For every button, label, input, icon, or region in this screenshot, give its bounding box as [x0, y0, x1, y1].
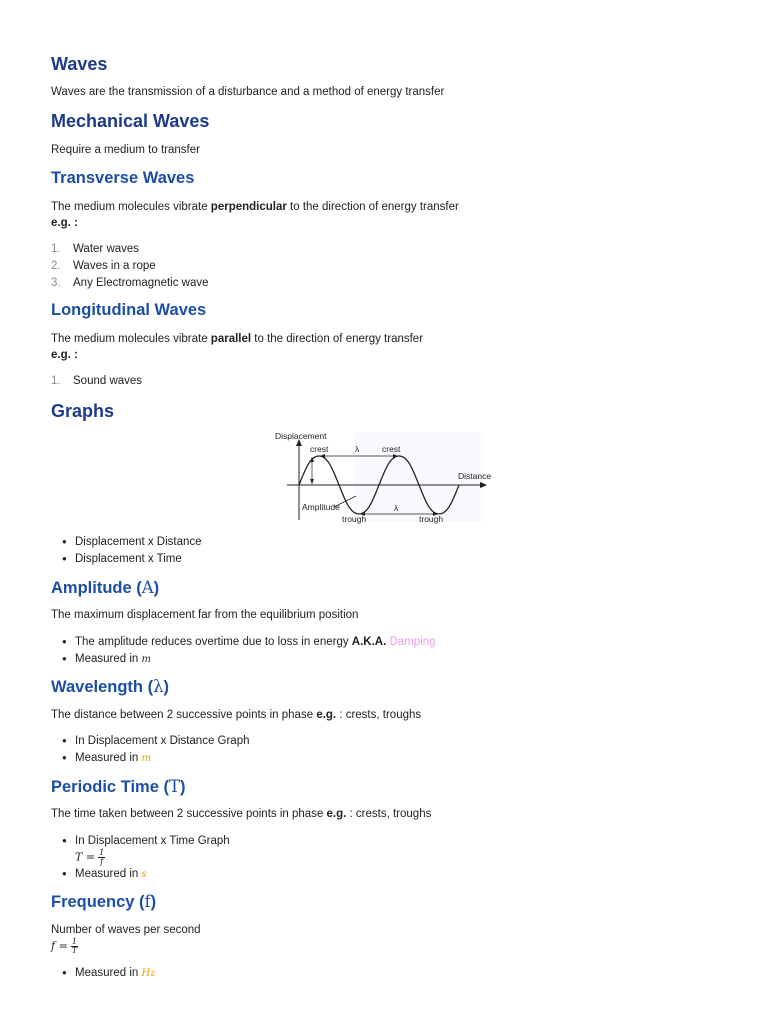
bullet-icon: ● — [62, 654, 67, 663]
list-item: In Displacement x Distance Graph — [75, 735, 250, 747]
wavelength-heading: Wavelength (λ) — [51, 677, 170, 696]
list-item: In Displacement x Time Graph — [75, 835, 230, 847]
figure-label-trough: trough — [342, 514, 367, 524]
longitudinal-waves-heading: Longitudinal Waves — [51, 301, 207, 319]
figure-label-lambda: λ — [355, 444, 360, 454]
bullet-icon: ● — [62, 736, 67, 745]
period-formula: T = $\frac{1}{f}$ — [75, 848, 105, 866]
list-item: 1. Water waves — [51, 243, 140, 255]
list-item: 2. Waves in a rope — [51, 260, 156, 272]
bullet-icon: ● — [62, 637, 67, 646]
figure-label-lambda: λ — [394, 503, 399, 513]
figure-label-displacement: Displacement — [275, 431, 327, 441]
list-item: Measured in m — [75, 752, 151, 764]
mechanical-waves-heading: Mechanical Waves — [51, 111, 210, 131]
transverse-description: The medium molecules vibrate perpendicular to the direction of energy transfer — [51, 201, 459, 213]
waves-description: Waves are the transmission of a disturbance and a method of energy transfer — [51, 86, 445, 98]
list-item: Displacement x Time — [75, 553, 182, 565]
periodic-time-description: The time taken between 2 successive points in phase e.g. : crests, troughs — [51, 808, 432, 820]
transverse-eg-label: e.g. : — [51, 217, 78, 229]
figure-label-amplitude: Amplitude — [302, 502, 340, 512]
longitudinal-description: The medium molecules vibrate parallel to the direction of energy transfer — [51, 333, 424, 345]
frequency-heading: Frequency (f) — [51, 892, 157, 911]
list-item: Displacement x Distance — [75, 536, 202, 548]
list-item: 3. Any Electromagnetic wave — [51, 277, 209, 289]
damping-link[interactable]: Damping — [389, 636, 436, 648]
frequency-description: Number of waves per second — [51, 924, 201, 936]
bullet-icon: ● — [62, 836, 67, 845]
bullet-icon: ● — [62, 968, 67, 977]
figure-label-distance: Distance — [458, 471, 492, 481]
list-item: 1. Sound waves — [51, 375, 143, 387]
bullet-icon: ● — [62, 537, 67, 546]
transverse-waves-heading: Transverse Waves — [51, 169, 195, 187]
list-item: Measured in m — [75, 653, 151, 665]
mechanical-waves-description: Require a medium to transfer — [51, 144, 200, 156]
bullet-icon: ● — [62, 753, 67, 762]
list-item: Measured in s — [75, 868, 147, 880]
bullet-icon: ● — [62, 869, 67, 878]
figure-label-trough: trough — [419, 514, 444, 524]
frequency-formula: f = $\frac{1}{T}$ — [51, 937, 78, 955]
list-item: The amplitude reduces overtime due to loss in energy A.K.A. Damping — [75, 636, 436, 648]
figure-label-crest: crest — [310, 444, 329, 454]
list-item: Measured in Hz — [75, 967, 156, 979]
graphs-heading: Graphs — [51, 401, 115, 421]
periodic-time-heading: Periodic Time (T) — [51, 777, 186, 796]
amplitude-description: The maximum displacement far from the equilibrium position — [51, 609, 359, 621]
longitudinal-eg-label: e.g. : — [51, 349, 78, 361]
wave-diagram — [272, 430, 502, 530]
wavelength-description: The distance between 2 successive points in phase e.g. : crests, troughs — [51, 709, 422, 721]
amplitude-heading: Amplitude (A) — [51, 578, 160, 597]
waves-heading: Waves — [51, 54, 108, 74]
figure-label-crest: crest — [382, 444, 401, 454]
bullet-icon: ● — [62, 554, 67, 563]
